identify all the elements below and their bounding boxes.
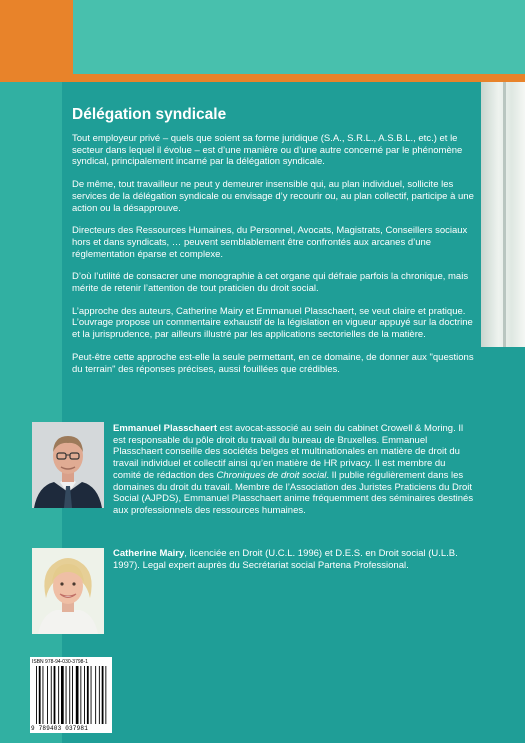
author-photo-plasschaert (32, 422, 104, 508)
blurb (72, 133, 478, 386)
blurb-paragraph: De même, tout travailleur ne peut y demeurer insensible qui, au plan individuel, sollicite les services de la délégation syndicale ou envisage d’y recourir ou, au plan collectif, participe à une action ou la désapprouve. (72, 179, 474, 214)
blurb-paragraph: L’approche des auteurs, Catherine Mairy et Emmanuel Plasschaert, se veut claire et pratique. L’ouvrage propose un commentaire exhaustif de la législation en vigueur appuyé sur la doctrine et la jurisprudence, par ailleurs illustré par les applications sectorielles de la matière. (72, 305, 473, 341)
author-name: Catherine Mairy (113, 548, 185, 559)
author-name: Emmanuel Plasschaert (113, 423, 218, 434)
isbn-barcode (30, 657, 112, 733)
author-photo-mairy (32, 548, 104, 634)
book-title: Délégation syndicale (72, 106, 227, 123)
blurb-paragraph: Tout employeur privé – quels que soient sa forme juridique (S.A., S.R.L., A.S.B.L., etc.) et le secteur dans lequel il évolue – est d’une manière ou d’une autre concerné par le phénomène syndical, principalement incarné par la délégation syndicale. (72, 133, 463, 168)
author-bio-text: . Il publie régulièrement dans les domaines du droit du travail. Membre de l’Association des Juristes Praticiens du Droit Social (AJPDS), Emmanuel Plasschaert anime fréquemment des séminaires destinés aux professionnels des ressources humaines. (113, 469, 474, 516)
author-bio-mairy (113, 548, 475, 571)
author-bio-text: est avocat-associé au sein du cabinet Crowell & Moring. Il est responsable du pôle droit du travail du bureau de Bruxelles. Emmanuel Plasschaert conseille des sociétés belges et multinationales en matière de droit du travail individuel et collectif ainsi qu’en matière de HR privacy. Il est membre du comité de rédaction des (113, 423, 464, 481)
blurb-paragraph: Peut-être cette approche est-elle la seule permettant, en ce domaine, de donner aux "questions du terrain" des réponses précises, aussi fouillées que crédibles. (72, 351, 474, 375)
journal-title: Chroniques de droit social (216, 469, 327, 481)
barcode-bars (30, 657, 112, 733)
isbn-digits: 9 789403 037981 (31, 725, 89, 732)
top-teal-block (73, 0, 525, 74)
blurb-paragraph: D’où l’utilité de consacrer une monographie à cet organe qui défraie parfois la chronique, mais mérite de retenir l’attention de tout praticien du droit social. (72, 271, 469, 295)
blurb-paragraph: Directeurs des Ressources Humaines, du Personnel, Avocats, Magistrats, Conseillers sociaux hors et dans syndicats, … peuvent semblablement être confrontés aux arcanes d’une réglementation éparse et complexe. (72, 225, 468, 260)
author-bio-text: , licenciée en Droit (U.C.L. 1996) et D.E.S. en Droit social (U.L.B. 1997). Legal expert auprès du Secrétariat social Partena Professional. (113, 548, 458, 571)
left-teal-strip (0, 82, 62, 743)
background-photo-fragment (481, 82, 525, 347)
author-bio-plasschaert (113, 423, 475, 517)
isbn-label: ISBN 978-94-030-3798-1 (32, 659, 88, 665)
